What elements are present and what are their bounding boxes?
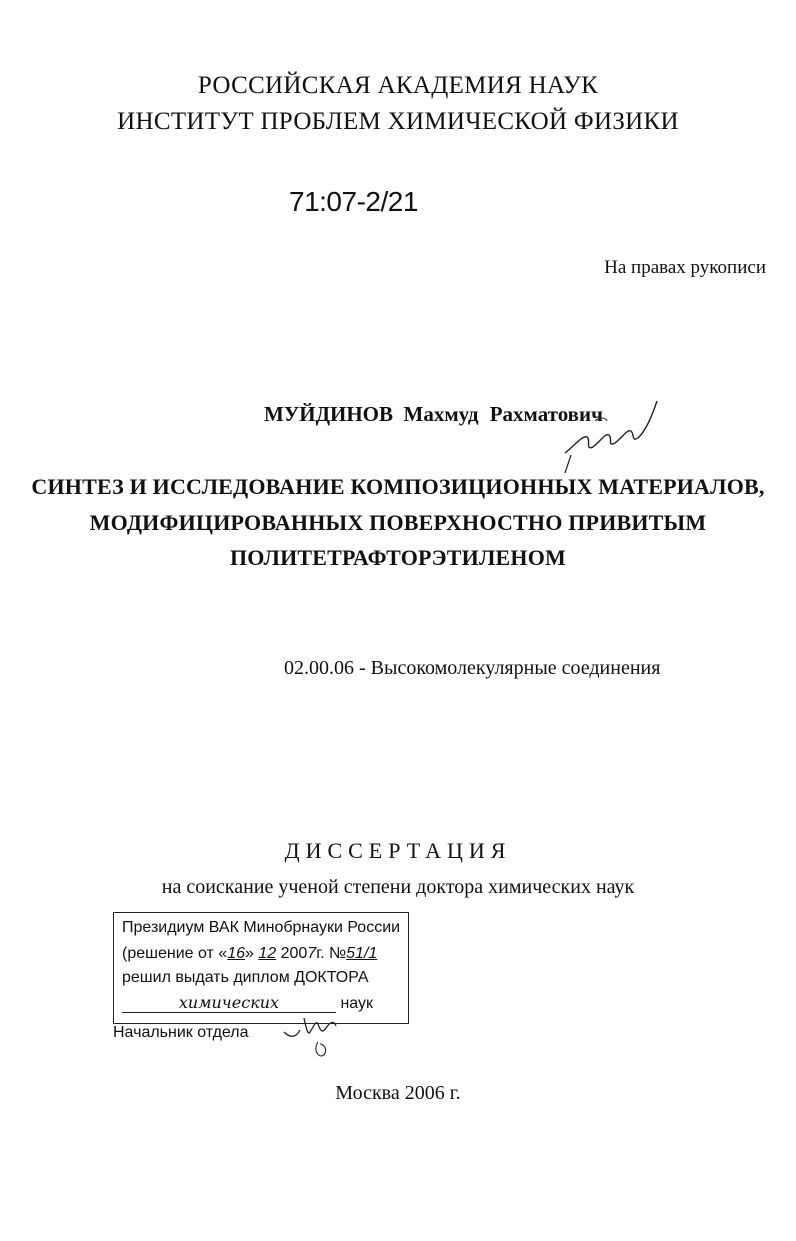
title-line-2: МОДИФИЦИРОВАННЫХ ПОВЕРХНОСТНО ПРИВИТЫМ [89, 510, 707, 535]
manuscript-rights: На правах рукописи [604, 257, 766, 278]
academy-name: РОССИЙСКАЯ АКАДЕМИЯ НАУК [197, 72, 599, 99]
catalog-code: 71:07-2/21 [289, 186, 418, 217]
document-type: ДИССЕРТАЦИЯ [284, 838, 512, 863]
stamp-year-hand: 7 [307, 945, 317, 962]
stamp-field-handwritten: химических [122, 993, 336, 1013]
institute-name: ИНСТИТУТ ПРОБЛЕМ ХИМИЧЕСКОЙ ФИЗИКИ [117, 108, 679, 135]
stamp-number-label: г. № [316, 945, 347, 962]
title-line-3: ПОЛИТЕТРАФТОРЭТИЛЕНОМ [229, 545, 567, 570]
stamp-line-2 [122, 945, 377, 963]
stamp-year-prefix: 200 [280, 945, 308, 962]
stamp-field-suffix: наук [340, 995, 374, 1012]
department-head-signature [280, 1008, 350, 1060]
city-year: Москва 2006 г. [335, 1082, 461, 1104]
stamp-line-4 [122, 993, 400, 1013]
stamp-date-mid: » [245, 945, 254, 962]
specialty-code: 02.00.06 - Высокомолекулярные соединения [284, 657, 661, 679]
vak-stamp [113, 912, 409, 1024]
degree-line: на соискание ученой степени доктора химических наук [161, 876, 635, 898]
stamp-line-3: решил выдать диплом ДОКТОРА [122, 969, 369, 986]
stamp-line-1: Президиум ВАК Минобрнауки России [122, 919, 401, 936]
author-signature [535, 395, 665, 475]
stamp-date-prefix: (решение от « [122, 945, 228, 962]
author-surname: МУЙДИНОВ [264, 402, 394, 426]
stamp-line-5: Начальник отдела [113, 1024, 249, 1041]
title-line-1: СИНТЕЗ И ИССЛЕДОВАНИЕ КОМПОЗИЦИОННЫХ МАТЕРИАЛОВ, [31, 474, 765, 499]
stamp-month: 12 [258, 945, 277, 962]
stamp-day: 16 [227, 945, 245, 962]
stamp-number: 51/1 [346, 945, 378, 962]
author-given-names: Махмуд Рахматович [403, 402, 603, 426]
